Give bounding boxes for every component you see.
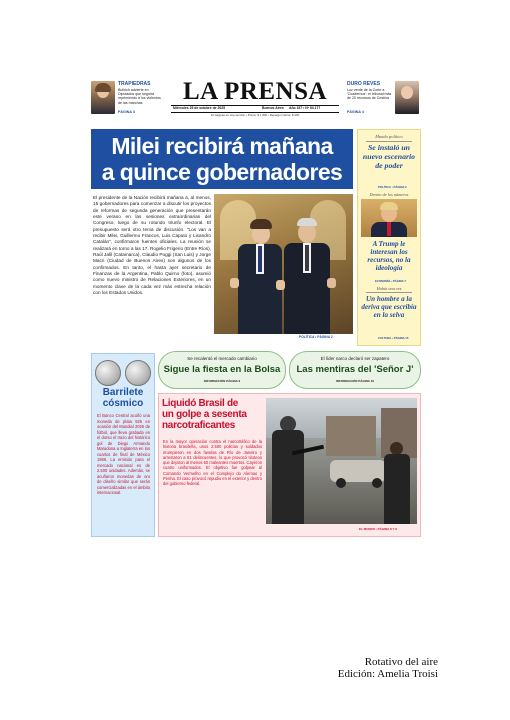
ear-right <box>347 79 419 117</box>
pill-right-kicker: El líder narco declaró ser zapatero <box>320 356 390 361</box>
main-photo <box>214 194 353 334</box>
coin-story <box>91 353 155 537</box>
masthead-issue: Año 157 • Nº 54.177 <box>289 106 321 110</box>
trump-photo <box>361 199 417 237</box>
cristina-portrait <box>395 81 419 114</box>
coin-title-2: cósmico <box>102 398 144 409</box>
brazil-photo <box>266 398 417 524</box>
main-story-section: POLÍTICA • PÁGINA 2 <box>299 335 333 339</box>
ear-right-title: DURO REVES <box>347 81 381 87</box>
sidebar-title-1: Se instaló un nuevo escenario de poder <box>362 143 416 170</box>
pill-left-headline: Sigue la fiesta en la Bolsa <box>163 364 281 375</box>
sidebar-section-3: CULTURA • PÁGINA 15 <box>378 336 409 340</box>
pill-right-headline: Las mentiras del 'Señor J' <box>296 364 414 375</box>
sidebar <box>357 129 421 346</box>
sidebar-section-1: POLÍTICA • PÁGINA 2 <box>378 185 407 189</box>
ear-left-text: Bullrich advierte en Diputados que seguirá reprimiendo a los violentos de las marchas <box>118 88 161 105</box>
sidebar-kicker-2: Dentro de los números <box>369 192 409 197</box>
masthead-subline: 16 páginas en una sección • Precio: $ 1.800 • Recargo interior: $ 200 <box>210 113 300 117</box>
caption-line2: Edición: Amelia Troisi <box>337 668 438 680</box>
caption-line1: Rotativo del aire <box>364 656 438 668</box>
sidebar-kicker-3: Había una vez <box>376 286 402 291</box>
newspaper-front-page <box>89 77 421 539</box>
coin-image-2 <box>125 360 151 386</box>
sidebar-title-2: A Trump le interesan los recursos, no la ideología <box>367 240 411 273</box>
brazil-story-section: EL MUNDO • PÁGINA 8 Y 9 <box>359 527 397 531</box>
ear-right-page: PÁGINA 4 <box>347 110 364 114</box>
pill-left-kicker: Se recalentó el mercado cambiario <box>187 356 257 361</box>
bullrich-portrait <box>91 81 115 114</box>
coin-story-body: El Banco Central acuñó una moneda de plata 925 en ocasión del Mundial 2026 de fútbol, que lleva grabada en el dorso el trazo del histórico gol de Diego Armando Maradona a Inglaterra en los cuartos de final de México 1986. La emisión para el mercado nacional es de 2.500 unidades. Además, se acuñaron monedas de oro de diseño similar que serán comercializadas en el ámbito internacional. <box>97 413 150 495</box>
sidebar-kicker-1: Mundo político <box>375 134 403 139</box>
masthead-date: Miércoles 29 de octubre de 2025 <box>173 106 226 110</box>
brazil-headline-1: Liquidó Brasil de <box>162 398 239 409</box>
masthead-title: LA PRENSA <box>182 78 328 105</box>
pill-right <box>289 351 421 389</box>
pill-right-section: INFORMACIÓN PÁGINA 10 <box>335 379 375 383</box>
brazil-headline-2: un golpe a sesenta <box>162 409 247 420</box>
main-story-body: El presidente de la Nación recibirá mañana a, al menos, 15 gobernadores para comenzar a discutir los proyectos de reformas de segunda generación que presentarán este verano en las sesiones extraordinarias del Congreso, luego de su rotundo triunfo electoral. El presupuesto será otro tema de discusión. "Los van a recibir Milei, Guillermo Francos, Luis Caputo y Lisandro Catalán", confirmaron fuentes oficiales. La reunión se realizará en torno a las 17. Rogelio Frigerio (Entre Ríos), Raúl Jalil (Catamarca), Claudio Poggi (San Luis) y Jorge Macri (Ciudad de Buenos Aires) son algunos de los confirmados. En tanto, el hasta ayer secretario de Finanzas de la Argentina, Pablo Quirno (foto), asumió como nuevo ministro de Relaciones Exteriores, en un momento clave de la cada vez más estrecha relación con los Estados Unidos. <box>93 195 211 296</box>
pill-left-section: INFORMACIÓN PÁGINA 9 <box>203 379 241 383</box>
brazil-story <box>158 393 421 537</box>
coin-title-1: Barrilete <box>102 387 144 398</box>
ear-left-title: TRAPIEDRAS <box>118 81 151 87</box>
ear-left <box>91 79 161 117</box>
sidebar-section-2: ECONOMÍA • PÁGINA 7 <box>375 279 406 283</box>
ear-left-page: PÁGINA 3 <box>118 110 135 114</box>
pill-left <box>158 351 286 389</box>
brazil-headline-3: narcotraficantes <box>162 420 236 431</box>
coin-image <box>95 360 121 386</box>
main-headline-band <box>91 129 353 189</box>
brazil-story-body: En la mayor operación contra el narcotráfico de la historia brasileña, unos 2.500 policías y soldados irrumpieron en dos favelas de Río de Janeiro y arrestaron a 81 delincuentes, lo que provocó tiroteos que dejaron al menos 60 maleantes muertos. Cayeron cuatro uniformados. El objetivo fue golpear al Comando Vermelho en el Complejo do Alemao y Penha. El caso provocó repudio en el exterior y dentro del gobierno federal. <box>163 439 262 487</box>
main-headline-line2: a quince gobernadores <box>101 159 343 185</box>
ear-right-text: Luz verde de la Corte a 'Cuadernos': el tribunal más de 20 recursos de Cristina <box>347 88 392 101</box>
masthead-city: Buenos Aires <box>262 106 284 110</box>
sidebar-title-3: Un hombre a la deriva que escribía en la selva <box>361 295 417 320</box>
main-headline-line1: Milei recibirá mañana <box>111 133 333 159</box>
